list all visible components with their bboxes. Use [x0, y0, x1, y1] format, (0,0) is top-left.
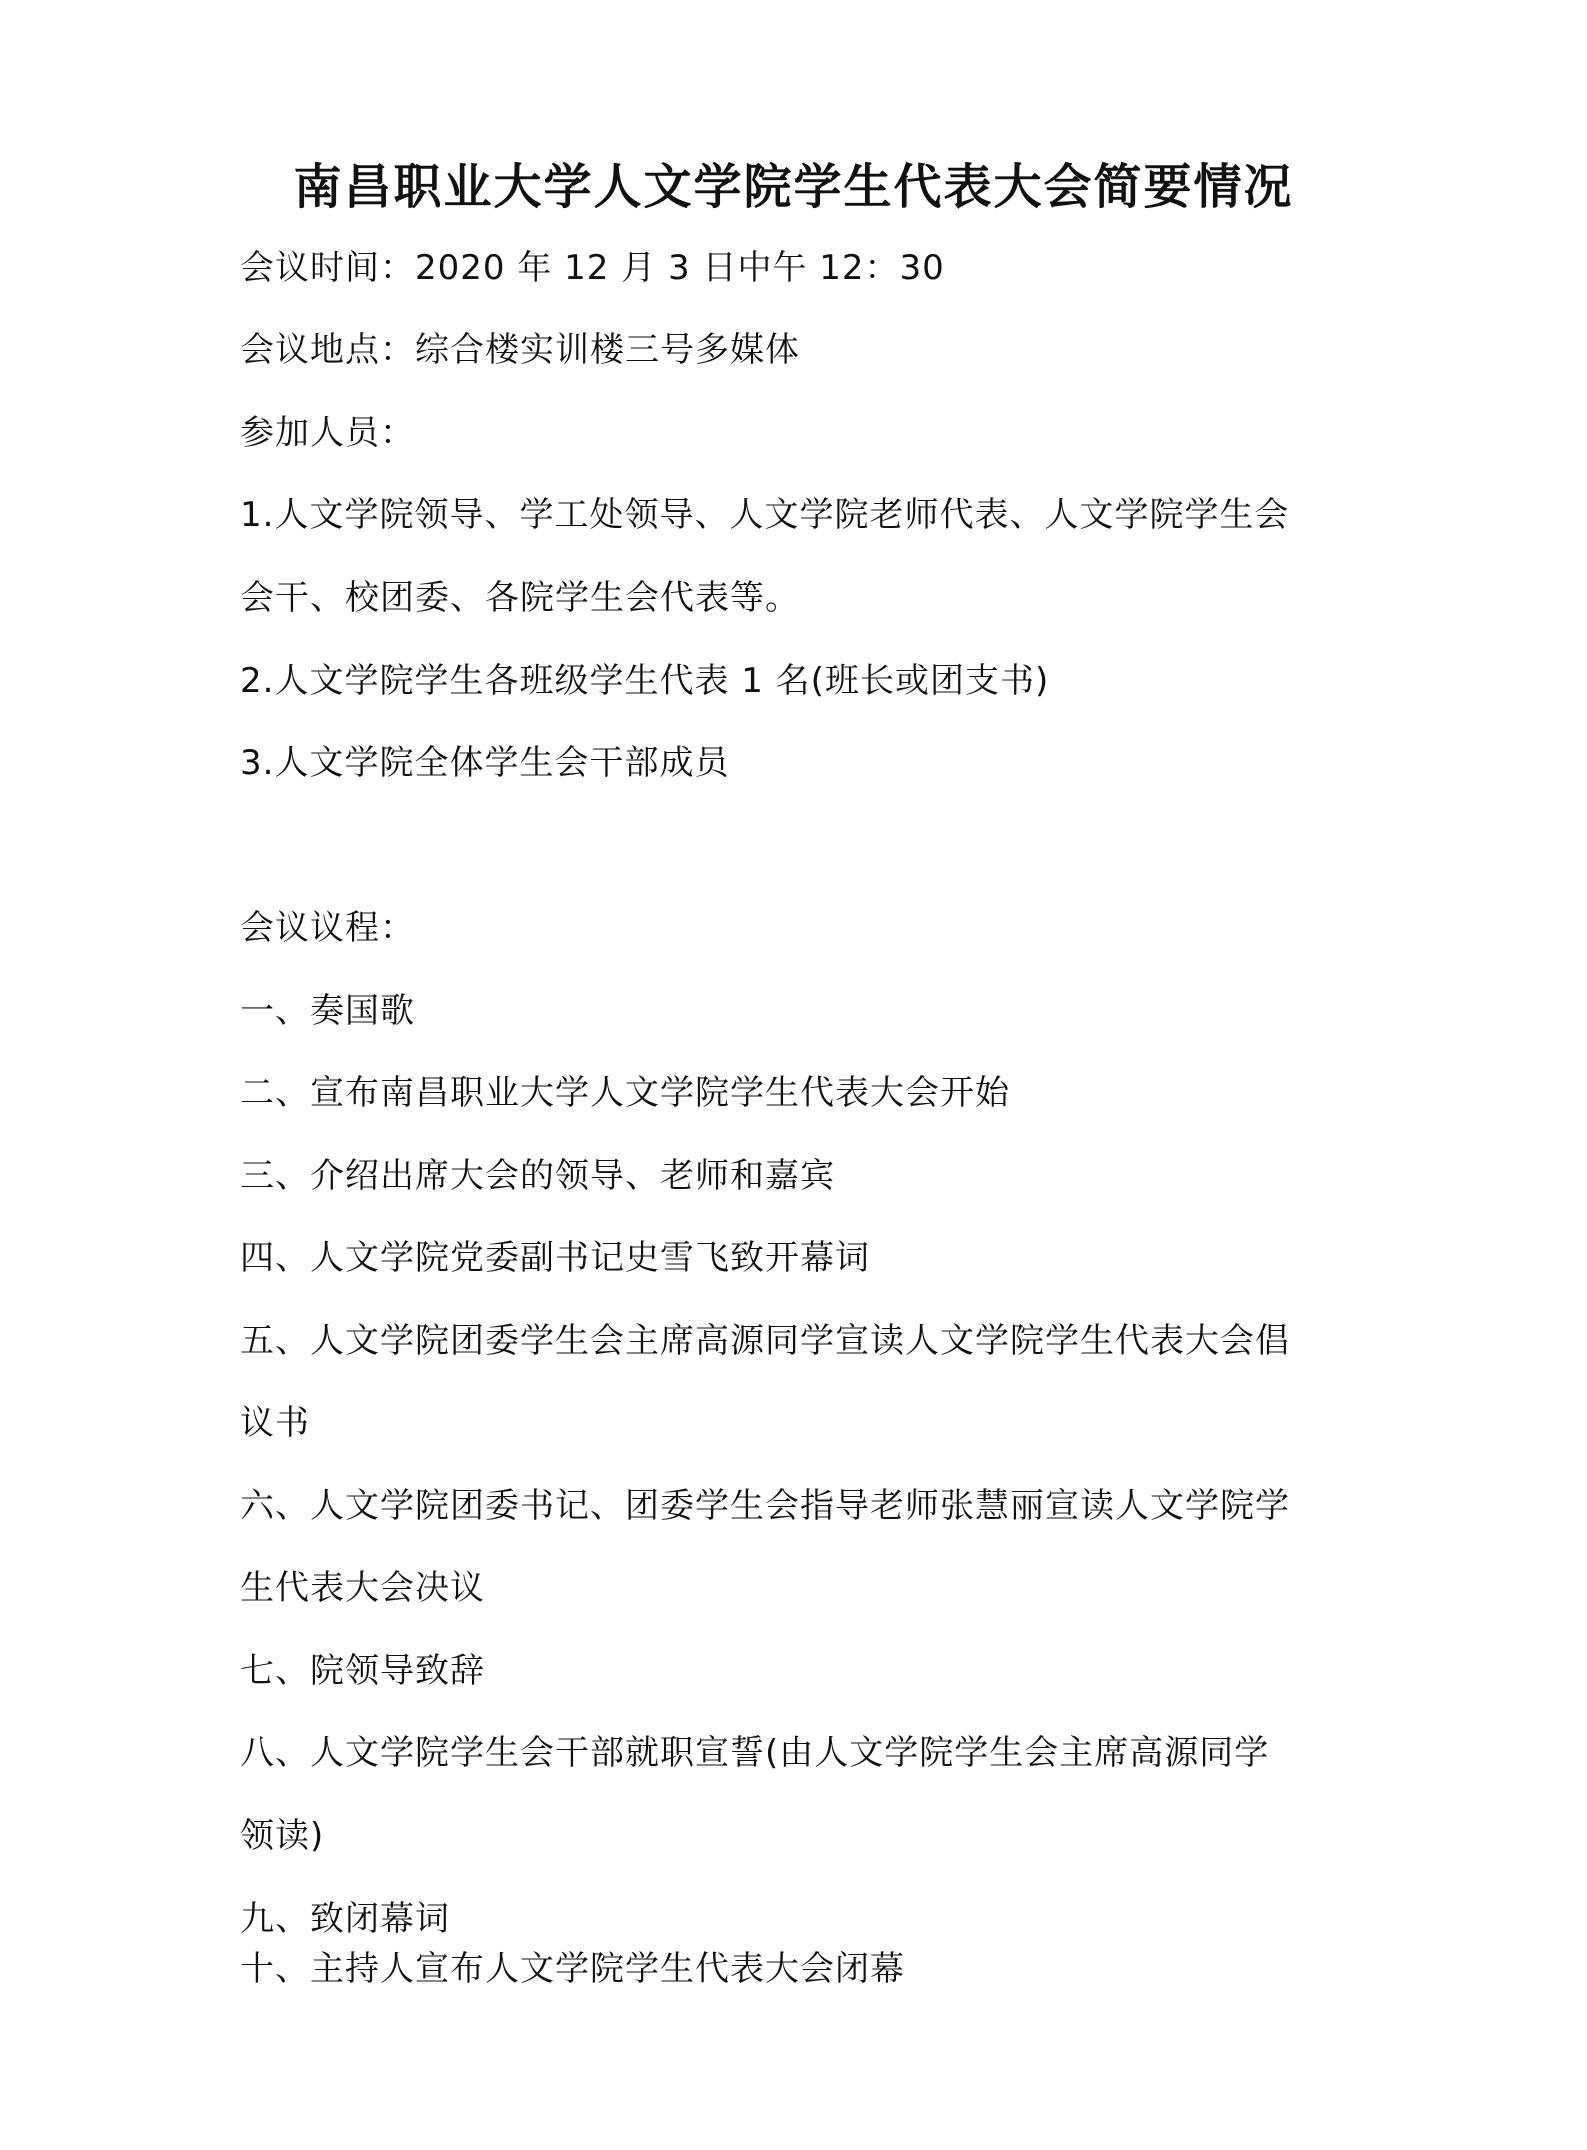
- attendee-line: 2.人文学院学生各班级学生代表 1 名(班长或团支书): [240, 661, 1050, 701]
- agenda-label: 会议议程：: [240, 908, 415, 948]
- attendee-line: 1.人文学院领导、学工处领导、人文学院老师代表、人文学院学生会: [240, 495, 1290, 535]
- attendees-label: 参加人员：: [240, 413, 415, 453]
- agenda-item: 八、人文学院学生会干部就职宣誓(由人文学院学生会主席高源同学: [240, 1733, 1270, 1773]
- meeting-time: 会议时间：2020 年 12 月 3 日中午 12：30: [240, 248, 945, 288]
- agenda-item: 三、介绍出席大会的领导、老师和嘉宾: [240, 1156, 835, 1196]
- agenda-item-continued: 议书: [240, 1403, 310, 1443]
- agenda-item-continued: 领读): [240, 1816, 325, 1856]
- agenda-item: 二、宣布南昌职业大学人文学院学生代表大会开始: [240, 1073, 1010, 1113]
- agenda-item: 九、致闭幕词: [240, 1899, 450, 1939]
- agenda-item: 四、人文学院党委副书记史雪飞致开幕词: [240, 1238, 870, 1278]
- agenda-item: 六、人文学院团委书记、团委学生会指导老师张慧丽宣读人文学院学: [240, 1486, 1290, 1526]
- meeting-place: 会议地点：综合楼实训楼三号多媒体: [240, 330, 800, 370]
- agenda-item-continued: 生代表大会决议: [240, 1568, 485, 1608]
- agenda-item: 十、主持人宣布人文学院学生代表大会闭幕: [240, 1949, 905, 1989]
- agenda-item: 七、院领导致辞: [240, 1651, 485, 1691]
- agenda-item: 一、奏国歌: [240, 991, 415, 1031]
- attendee-line: 会干、校团委、各院学生会代表等。: [240, 578, 800, 618]
- document-title: 南昌职业大学人文学院学生代表大会简要情况: [293, 159, 1294, 215]
- agenda-item: 五、人文学院团委学生会主席高源同学宣读人文学院学生代表大会倡: [240, 1321, 1290, 1361]
- attendee-line: 3.人文学院全体学生会干部成员: [240, 743, 730, 783]
